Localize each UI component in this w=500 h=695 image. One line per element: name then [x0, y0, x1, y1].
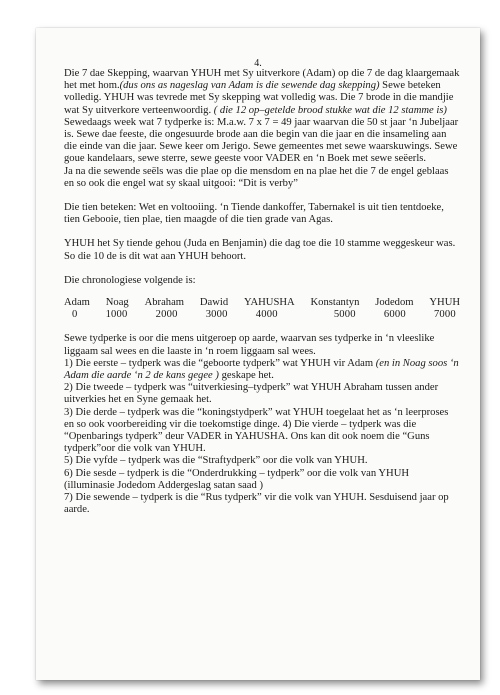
period-item-2: 2) Die tweede – tydperk was “uitverkiesing–tydperk” wat YHUH Abraham tussen ander uitverkies het en Syne gemaak het.	[64, 382, 439, 406]
timeline-names-row	[64, 297, 460, 309]
paragraph-text: Sewedaags week wat 7 tydperke is: M.a.w. 7 x 7 = 49 jaar waarvan die 50 st jaar ‘n Jubeljaar is. Sewe dae feeste, die ongesuurde brode aan die begin van die jaar en die insameling aan die einde van die jaar. Sewe keer om Jerigo. Sewe gemeentes met sewe waarskuwings. Sewe goue kandelaars, sewe sterre, sewe geeste voor VADER en ‘n Boek met sewe seëerls.	[64, 116, 459, 165]
timeline-year: 1000	[105, 309, 128, 321]
timeline-name: Noag	[105, 297, 129, 309]
timeline-name: Dawid	[199, 297, 229, 309]
period-item-5: 5) Die vyfde – tydperk was die “Straftydperk” oor die volk van YHUH.	[64, 455, 368, 467]
paragraph-seventh-seal: Ja na die sewende seëls was die plae op die mensdom en na plae het die 7 de engel geblaas en so ook die engel wat sy skaal uitgooi: “Dit is verby”	[64, 165, 449, 189]
timeline-name: YHUH	[429, 297, 460, 309]
page-body	[64, 68, 460, 517]
document-page	[36, 28, 480, 680]
period-item-7: 7) Die sewende – tydperk is die “Rus tydperk” vir die volk van YHUH. Sesduisend jaar op aarde.	[64, 492, 449, 516]
timeline-name: Jodedom	[375, 297, 414, 309]
page-number: 4.	[254, 58, 262, 69]
paragraph-seven-days	[64, 68, 460, 166]
period-text: geskape het.	[218, 370, 274, 382]
period-text: 1) Die eerste – tydperk was die “geboorte tydperk” wat YHUH vir Adam	[64, 357, 376, 369]
timeline-name: Adam	[64, 297, 90, 309]
timeline-year: 2000	[155, 309, 178, 321]
timeline-name: Abraham	[144, 297, 185, 309]
timeline-year: 4000	[255, 309, 278, 321]
period-italic: (en in Noag soos ‘n Adam die aarde ‘n 2 de kans gegee )	[64, 357, 459, 382]
period-item-6: 6) Die sesde – tydperk is die “Onderdrukking – tydperk” oor die volk van YHUH (illuminasie Jodedom Addergeslag satan saad )	[64, 467, 410, 491]
paragraph-text: Sewe beteken volledig. YHUH was tevrede met Sy skepping wat volledig was. Die 7 brode in die mandjie wat Sy uitverkore verteenwoordig.	[64, 80, 454, 116]
timeline-year: 7000	[433, 309, 456, 321]
timeline-year: 3000	[205, 309, 228, 321]
timeline-name: YAHUSHA	[244, 297, 295, 309]
timeline-year: 5000	[333, 309, 356, 321]
paragraph-text: Die 7 dae Skepping, waarvan YHUH met Sy uitverkore (Adam) op die 7 de dag klaargemaak het met hom.	[64, 68, 460, 92]
timeline-name: Konstantyn	[310, 297, 360, 309]
paragraph-seven-periods: Sewe tydperke is oor die mens uitgeroep op aarde, waarvan ses tydperke in ‘n vleeslike liggaam sal wees en die laaste in ‘n roem liggaam sal wees.	[64, 333, 435, 357]
timeline-year: 6000	[383, 309, 406, 321]
paragraph-chronology-intro: Die chronologiese volgende is:	[64, 274, 196, 286]
period-item-3-4: 3) Die derde – tydperk was die “koningstydperk” wat YHUH toegelaat het as ‘n leerproses en so ook voorbereiding vir die toekomstige dinge. 4) Die vierde – tydperk was die “Openbarings tydperk” deur VADER in YAHUSHA. Ons kan dit ook noem die “Guns tydperk”oor die volk van YHUH.	[64, 406, 449, 455]
period-item-1	[64, 358, 460, 382]
paragraph-italic: ( die 12 op–getelde brood stukke wat die 12 stamme is)	[213, 104, 447, 116]
paragraph-italic: (dus ons as nageslag van Adam is die sewende dag skepping)	[119, 80, 380, 92]
timeline-years-row	[64, 309, 460, 321]
timeline-year: 0	[72, 309, 78, 321]
paragraph-tenth-kept: YHUH het Sy tiende gehou (Juda en Benjamin) die dag toe die 10 stamme weggeskeur was. So die 10 de is dit wat aan YHUH behoort.	[64, 238, 456, 262]
chronology-timeline	[64, 297, 460, 321]
paragraph-ten-meaning: Die tien beteken: Wet en voltooiing. ‘n Tiende dankoffer, Tabernakel is uit tien tentdoeke, tien Gebooie, tien plae, tien maagde of die tien grade van Agas.	[64, 202, 444, 226]
